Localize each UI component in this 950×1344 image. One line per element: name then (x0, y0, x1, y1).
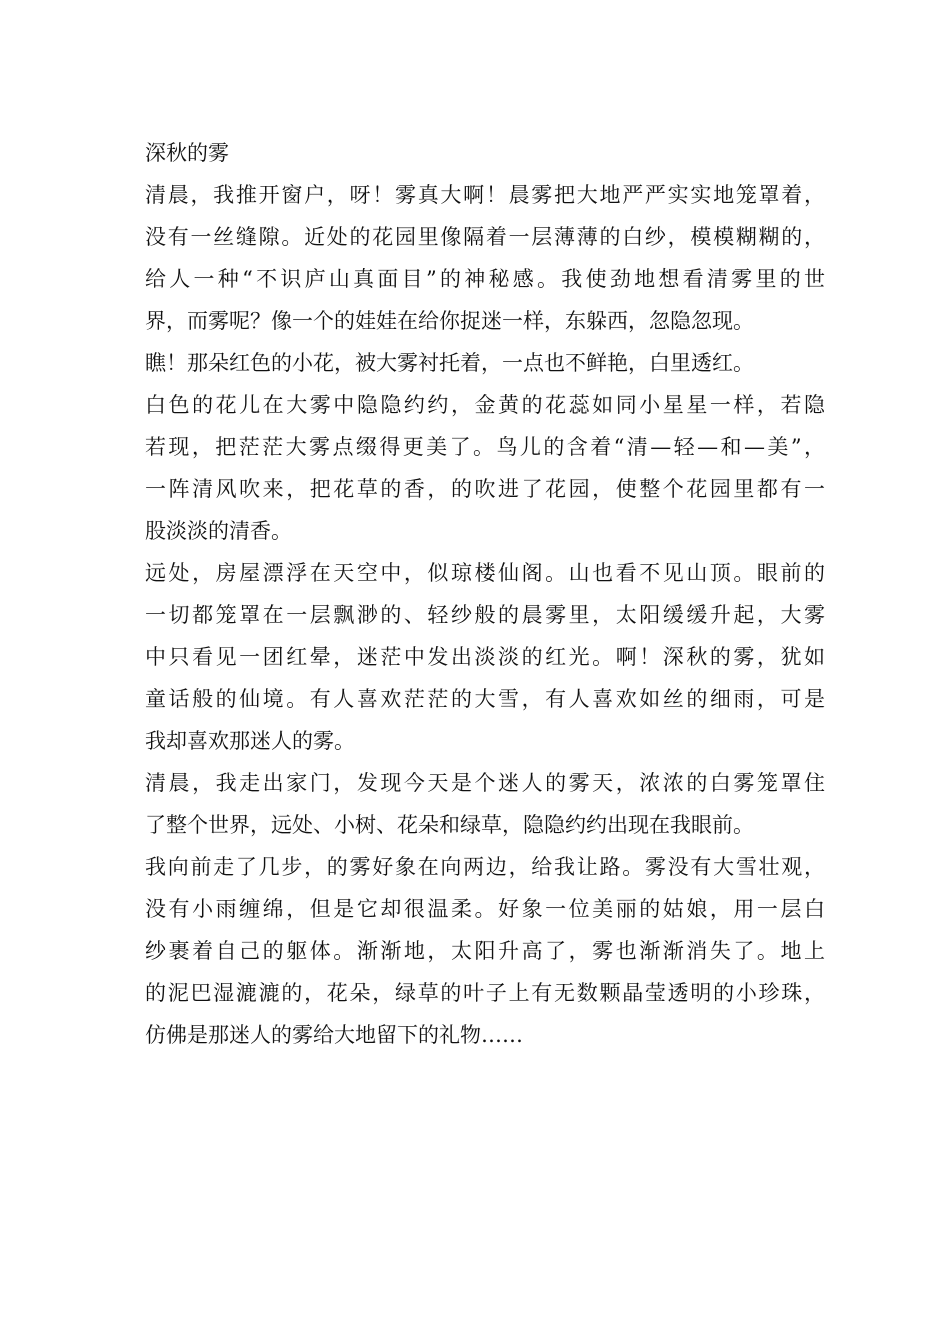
paragraph-1 (145, 174, 825, 342)
text-line: 一切都笼罩在一层飘渺的、轻纱般的晨雾里，太阳缓缓升起，大雾 (145, 603, 825, 627)
text-line: 没有小雨缠绵，但是它却很温柔。好象一位美丽的姑娘，用一层白 (145, 897, 825, 921)
text-line: 若现，把茫茫大雾点缀得更美了。鸟儿的含着“清—轻—和—美”， (145, 435, 825, 459)
text-line: 的泥巴湿漉漉的，花朵，绿草的叶子上有无数颗晶莹透明的小珍珠， (145, 981, 825, 1005)
text-line: 白色的花儿在大雾中隐隐约约，金黄的花蕊如同小星星一样，若隐 (145, 393, 825, 417)
text-line: 清晨，我推开窗户，呀！雾真大啊！晨雾把大地严严实实地笼罩着， (145, 183, 825, 207)
text-line: 股淡淡的清香。 (145, 519, 292, 543)
text-line: 界，而雾呢？像一个的娃娃在给你捉迷一样，东躲西，忽隐忽现。 (145, 309, 754, 333)
text-line: 仿佛是那迷人的雾给大地留下的礼物…… (145, 1023, 523, 1047)
text-line: 童话般的仙境。有人喜欢茫茫的大雪，有人喜欢如丝的细雨，可是 (145, 687, 825, 711)
text-line: 远处，房屋漂浮在天空中，似琼楼仙阁。山也看不见山顶。眼前的 (145, 561, 825, 585)
paragraph-4 (145, 762, 825, 1056)
text-line: 我向前走了几步，的雾好象在向两边，给我让路。雾没有大雪壮观， (145, 855, 825, 879)
paragraph-2 (145, 342, 825, 552)
text-line: 没有一丝缝隙。近处的花园里像隔着一层薄薄的白纱，模模糊糊的， (145, 225, 825, 249)
text-line: 清晨，我走出家门，发现今天是个迷人的雾天，浓浓的白雾笼罩住 (145, 771, 825, 795)
text-line: 我却喜欢那迷人的雾。 (145, 729, 355, 753)
text-line: 瞧！那朵红色的小花，被大雾衬托着，一点也不鲜艳，白里透红。 (145, 351, 754, 375)
text-line: 一阵清风吹来，把花草的香，的吹进了花园，使整个花园里都有一 (145, 477, 825, 501)
text-line: 了整个世界，远处、小树、花朵和绿草，隐隐约约出现在我眼前。 (145, 813, 754, 837)
essay-title: 深秋的雾 (145, 141, 229, 165)
text-line: 纱裹着自己的躯体。渐渐地，太阳升高了，雾也渐渐消失了。地上 (145, 939, 825, 963)
text-line: 给人一种“不识庐山真面目”的神秘感。我使劲地想看清雾里的世 (145, 267, 825, 291)
essay-body (145, 132, 825, 1056)
text-line: 中只看见一团红晕，迷茫中发出淡淡的红光。啊！深秋的雾，犹如 (145, 645, 825, 669)
paragraph-3 (145, 552, 825, 762)
